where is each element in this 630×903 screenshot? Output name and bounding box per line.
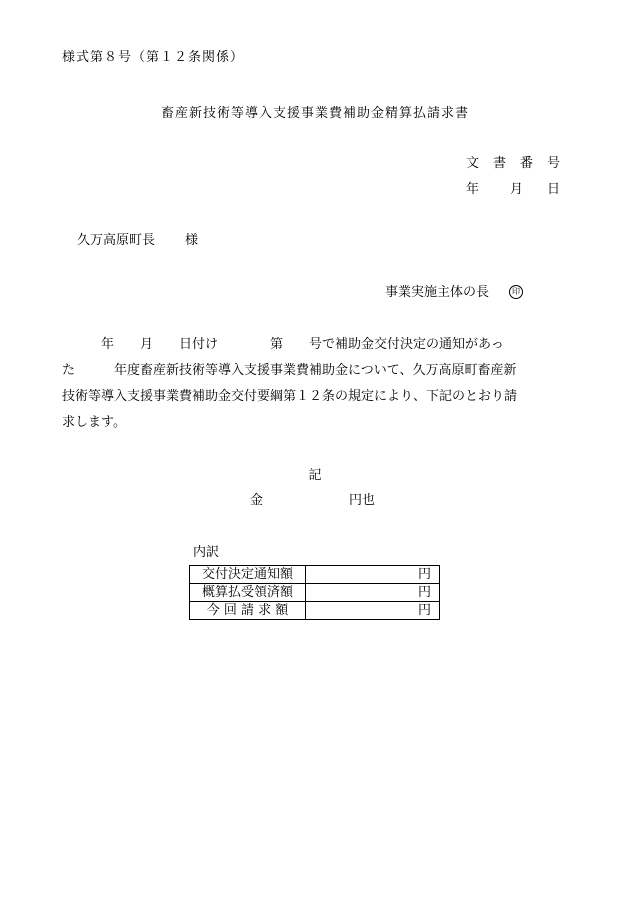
row-unit: 円 — [306, 584, 440, 602]
body-text-line: た 年度畜産新技術等導入支援事業費補助金について、久万高原町畜産新 — [62, 363, 517, 378]
document-date-label — [466, 182, 560, 198]
document-number-char: 番 — [520, 156, 534, 171]
document-number-char: 書 — [493, 156, 507, 171]
document-number-label — [466, 156, 560, 172]
addressee-honorific: 様 — [185, 233, 199, 248]
addressee-name: 久万高原町長 — [77, 233, 156, 248]
table-row — [190, 584, 440, 602]
row-label: 今 回 請 求 額 — [190, 602, 306, 620]
breakdown-table — [189, 565, 440, 620]
table-row — [190, 566, 440, 584]
seal-mark: 印 — [509, 285, 523, 299]
row-unit: 円 — [306, 602, 440, 620]
amount-prefix: 金 — [250, 493, 264, 508]
document-number-char: 文 — [466, 156, 480, 171]
row-label: 交付決定通知額 — [190, 566, 306, 584]
date-month-label: 月 — [510, 182, 524, 197]
record-heading: 記 — [308, 468, 322, 483]
row-label: 概算払受領済額 — [190, 584, 306, 602]
form-number: 様式第８号（第１２条関係） — [62, 50, 245, 65]
amount-line — [250, 493, 375, 509]
amount-suffix: 円也 — [349, 493, 376, 508]
breakdown-label: 内訳 — [193, 545, 220, 560]
body-text-line: 求します。 — [62, 415, 126, 430]
date-day-label: 日 — [547, 182, 561, 197]
body-text-line: 技術等導入支援事業費補助金交付要綱第１２条の規定により、下記のとおり請 — [62, 389, 518, 404]
row-unit: 円 — [306, 566, 440, 584]
applicant — [385, 285, 523, 301]
addressee — [77, 233, 198, 249]
document-title: 畜産新技術等導入支援事業費補助金精算払請求書 — [160, 106, 469, 121]
table-row — [190, 602, 440, 620]
body-text-line: 年 月 日付け 第 号で補助金交付決定の通知があっ — [62, 337, 504, 352]
applicant-label: 事業実施主体の長 — [385, 285, 490, 300]
document-number-char: 号 — [547, 156, 561, 171]
date-year-label: 年 — [466, 182, 480, 197]
